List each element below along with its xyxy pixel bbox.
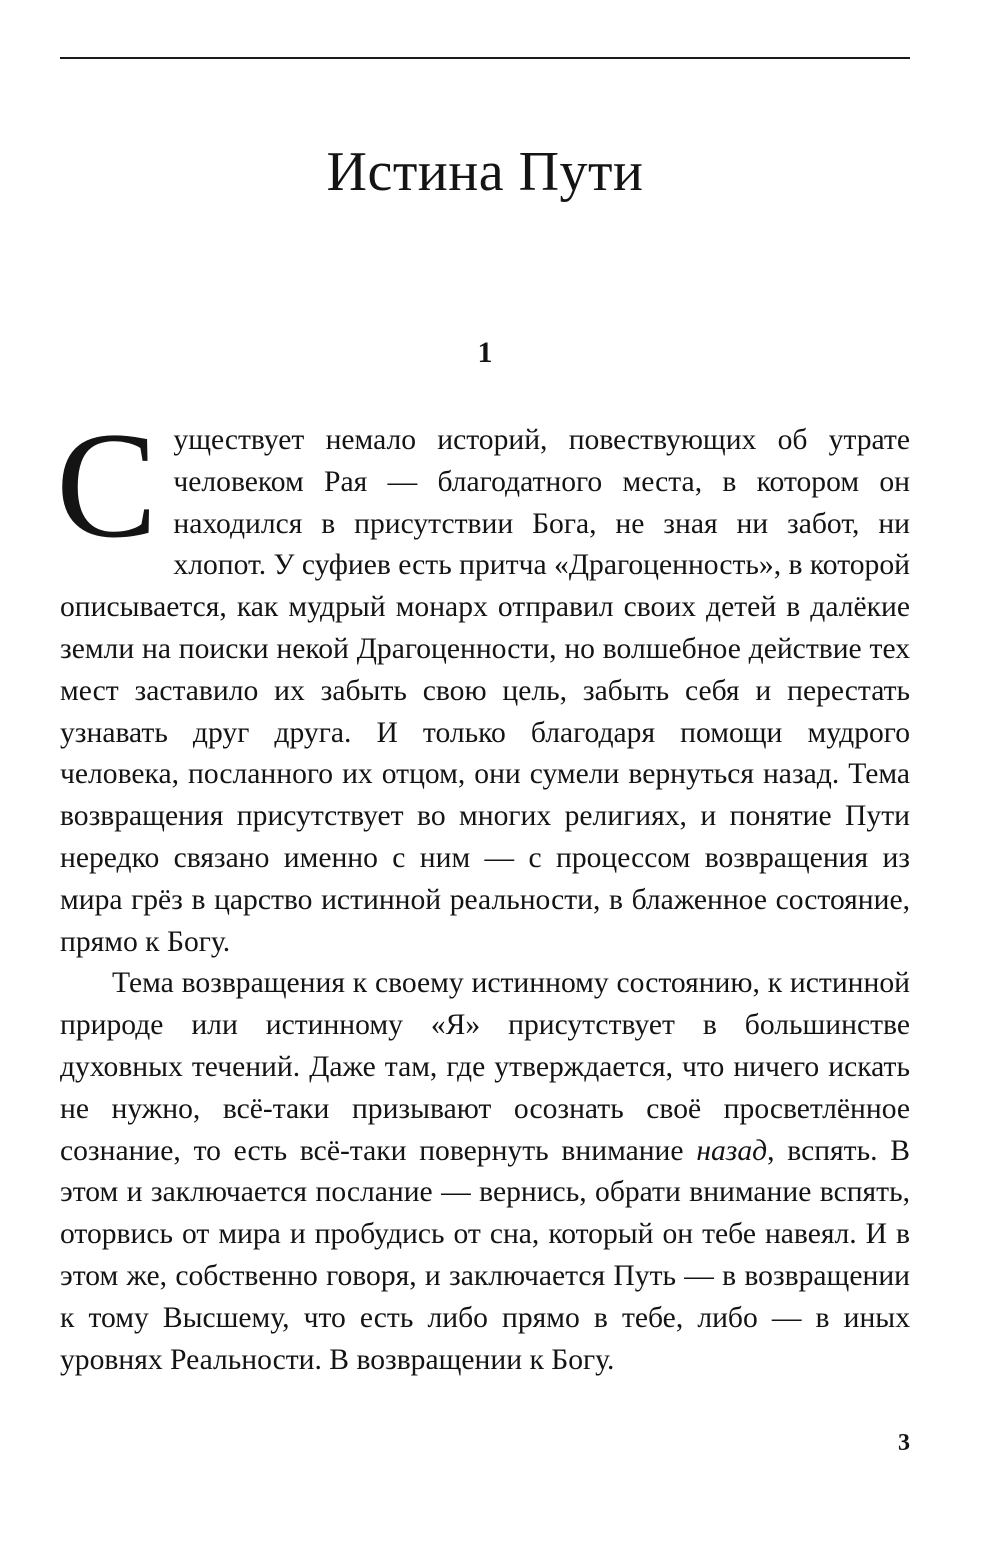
chapter-title: Истина Пути: [326, 141, 644, 203]
paragraph-2-text-start: Тема возвращения к своему истинному состоянию, к истинной природе или истинному «Я» присутствует в большинстве духовных течений. Даже там, где утверждается, что ничего искать не нужно, всё-таки призывают осознать своё просветлённое сознание, то есть всё-таки повернуть внимание: [60, 967, 910, 1167]
paragraph-1: [56, 401, 910, 963]
paragraph-2: [60, 963, 910, 1381]
paragraph-1-text: уществует немало историй, повествующих об утрате человеком Рая — благодатного места, в котором он находился в присутствии Бога, не зная ни забот, ни хлопот. У суфиев есть притча «Драгоценность», в которой описывается, как мудрый монарх отправил своих детей в далёкие земли на поиски некой Драгоценности, но волшебное действие тех мест заставило их забыть свою цель, забыть себя и перестать узнавать друг друга. И только благодаря помощи мудрого человека, посланного их отцом, они сумели вернуться назад. Тема возвращения присутствует во многих религиях, и понятие Пути нередко связано именно с ним — с процессом возвращения из мира грёз в царство истинной реальности, в блаженное состояние, прямо к Богу.: [60, 424, 910, 958]
drop-cap: С: [56, 401, 158, 569]
body-text: [56, 401, 910, 1381]
page-number: 3: [898, 1430, 910, 1456]
section-number: 1: [477, 336, 493, 369]
header-rule: [60, 57, 910, 59]
paragraph-2-text-end: , вспять. В этом и заключается послание — вернись, обрати внимание вспять, оторвись от мира и пробудись от сна, который он тебе навеял. И в этом же, собственно говоря, и заключается Путь — в возвращении к тому Высшему, что есть либо прямо в тебе, либо — в иных уровнях Реальности. В возвращении к Богу.: [60, 1134, 910, 1376]
emphasis-word: назад: [696, 1134, 768, 1167]
